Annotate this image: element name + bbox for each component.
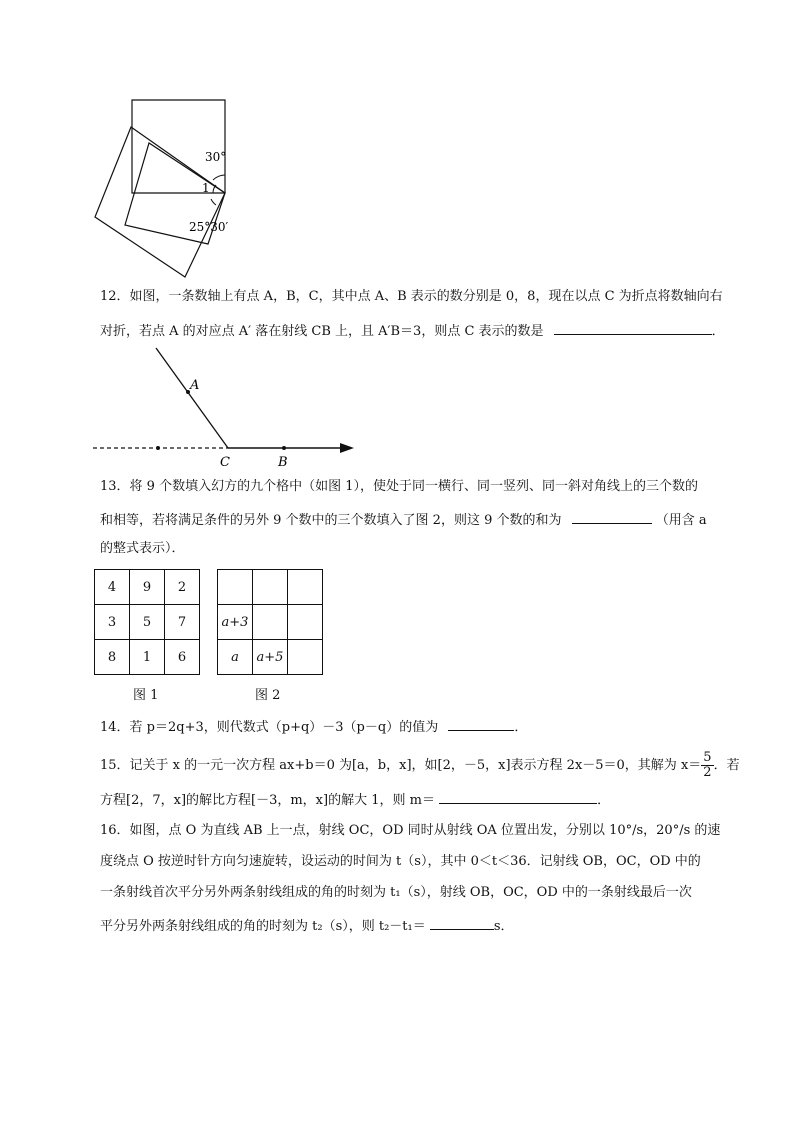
label-25-30: 25°30′ bbox=[189, 220, 229, 234]
caption-fig1: 图 1 bbox=[133, 688, 159, 703]
q16-line3: 一条射线首次平分另外两条射线组成的角的时刻为 t₁（s），射线 OB，OC，OD 中的一条射线最后一次 bbox=[100, 885, 692, 900]
grid1-cell: 7 bbox=[165, 605, 200, 640]
grid1-cell: 4 bbox=[95, 570, 130, 605]
grid2-cell bbox=[288, 605, 323, 640]
grid1-cell: 3 bbox=[95, 605, 130, 640]
q13-line1: 13．将 9 个数填入幻方的九个格中（如图 1），使处于同一横行、同一竖列、同一斜对角线上的三个数的 bbox=[100, 479, 698, 494]
point-b bbox=[282, 446, 286, 450]
q15-line2: 方程[2，7，x]的解比方程[－3，m，x]的解大 1，则 m＝ ． bbox=[100, 789, 610, 810]
q15-line1: 15．记关于 x 的一元一次方程 ax+b＝0 为[a，b，x]，如[2，－5，x]表示方程 2x－5＝0，其解为 x＝ $\frac{5}{2}$ ．若 bbox=[100, 750, 740, 780]
magic-square-fig2 bbox=[217, 569, 323, 675]
q13-line2: 和相等，若将满足条件的另外 9 个数中的三个数填入了图 2，则这 9 个数的和为 （用含 a bbox=[100, 509, 707, 530]
label-c: C bbox=[220, 455, 230, 470]
q16-line2: 度绕点 O 按逆时针方向匀速旋转，设运动的时间为 t（s），其中 0＜t＜36．记射线 OB，OC，OD 中的 bbox=[100, 854, 701, 869]
square-upright bbox=[132, 100, 225, 193]
fig12-number-line bbox=[88, 345, 363, 470]
grid1-cell: 8 bbox=[95, 640, 130, 675]
label-a: A bbox=[190, 378, 200, 393]
grid2-cell: a+3 bbox=[218, 605, 253, 640]
q16-line1: 16．如图，点 O 为直线 AB 上一点，射线 OC，OD 同时从射线 OA 位置出发，分别以 10°/s，20°/s 的速 bbox=[100, 823, 721, 838]
grid2-cell bbox=[253, 570, 288, 605]
label-30deg: 30° bbox=[205, 150, 227, 164]
label-b: B bbox=[278, 455, 288, 470]
grid1-cell: 2 bbox=[165, 570, 200, 605]
grid2-cell bbox=[288, 570, 323, 605]
q16-answer-blank[interactable] bbox=[430, 915, 494, 930]
grid1-cell: 5 bbox=[130, 605, 165, 640]
angle-arc-1 bbox=[213, 185, 216, 193]
label-angle-1: 1 bbox=[202, 181, 210, 195]
q12-line1: 12．如图，一条数轴上有点 A，B，C，其中点 A、B 表示的数分别是 0，8，现在以点 C 为折点将数轴向右 bbox=[100, 289, 723, 304]
magic-square-fig1 bbox=[94, 569, 200, 675]
q15-answer-blank[interactable] bbox=[439, 789, 597, 804]
caption-fig2: 图 2 bbox=[255, 688, 281, 703]
q13-line3: 的整式表示）． bbox=[100, 541, 185, 556]
grid1-cell: 9 bbox=[130, 570, 165, 605]
point-left bbox=[156, 446, 160, 450]
fig11-rotated-squares bbox=[85, 95, 245, 280]
grid1-cell: 1 bbox=[130, 640, 165, 675]
grid2-cell bbox=[253, 605, 288, 640]
q12-line2: 对折，若点 A 的对应点 A′ 落在射线 CB 上，且 A′B＝3，则点 C 表示的数是 ． bbox=[100, 320, 725, 341]
q14-line: 14．若 p＝2q+3，则代数式（p+q）－3（p－q）的值为 ． bbox=[100, 716, 527, 737]
q13-answer-blank[interactable] bbox=[572, 509, 652, 524]
q16-line4: 平分另外两条射线组成的角的时刻为 t₂（s），则 t₂－t₁＝ s． bbox=[100, 915, 514, 936]
angle-arc-30 bbox=[213, 175, 225, 180]
q12-answer-blank[interactable] bbox=[554, 320, 712, 335]
grid2-cell bbox=[288, 640, 323, 675]
angle-arc-25-30 bbox=[211, 199, 216, 205]
folded-ray-ca bbox=[156, 348, 228, 448]
arrow-head bbox=[340, 443, 354, 453]
grid2-cell: a+5 bbox=[253, 640, 288, 675]
grid2-cell bbox=[218, 570, 253, 605]
fraction-5-over-2: $\frac{5}{2}$ bbox=[703, 750, 712, 780]
grid2-cell: a bbox=[218, 640, 253, 675]
q14-answer-blank[interactable] bbox=[448, 716, 514, 731]
grid1-cell: 6 bbox=[165, 640, 200, 675]
